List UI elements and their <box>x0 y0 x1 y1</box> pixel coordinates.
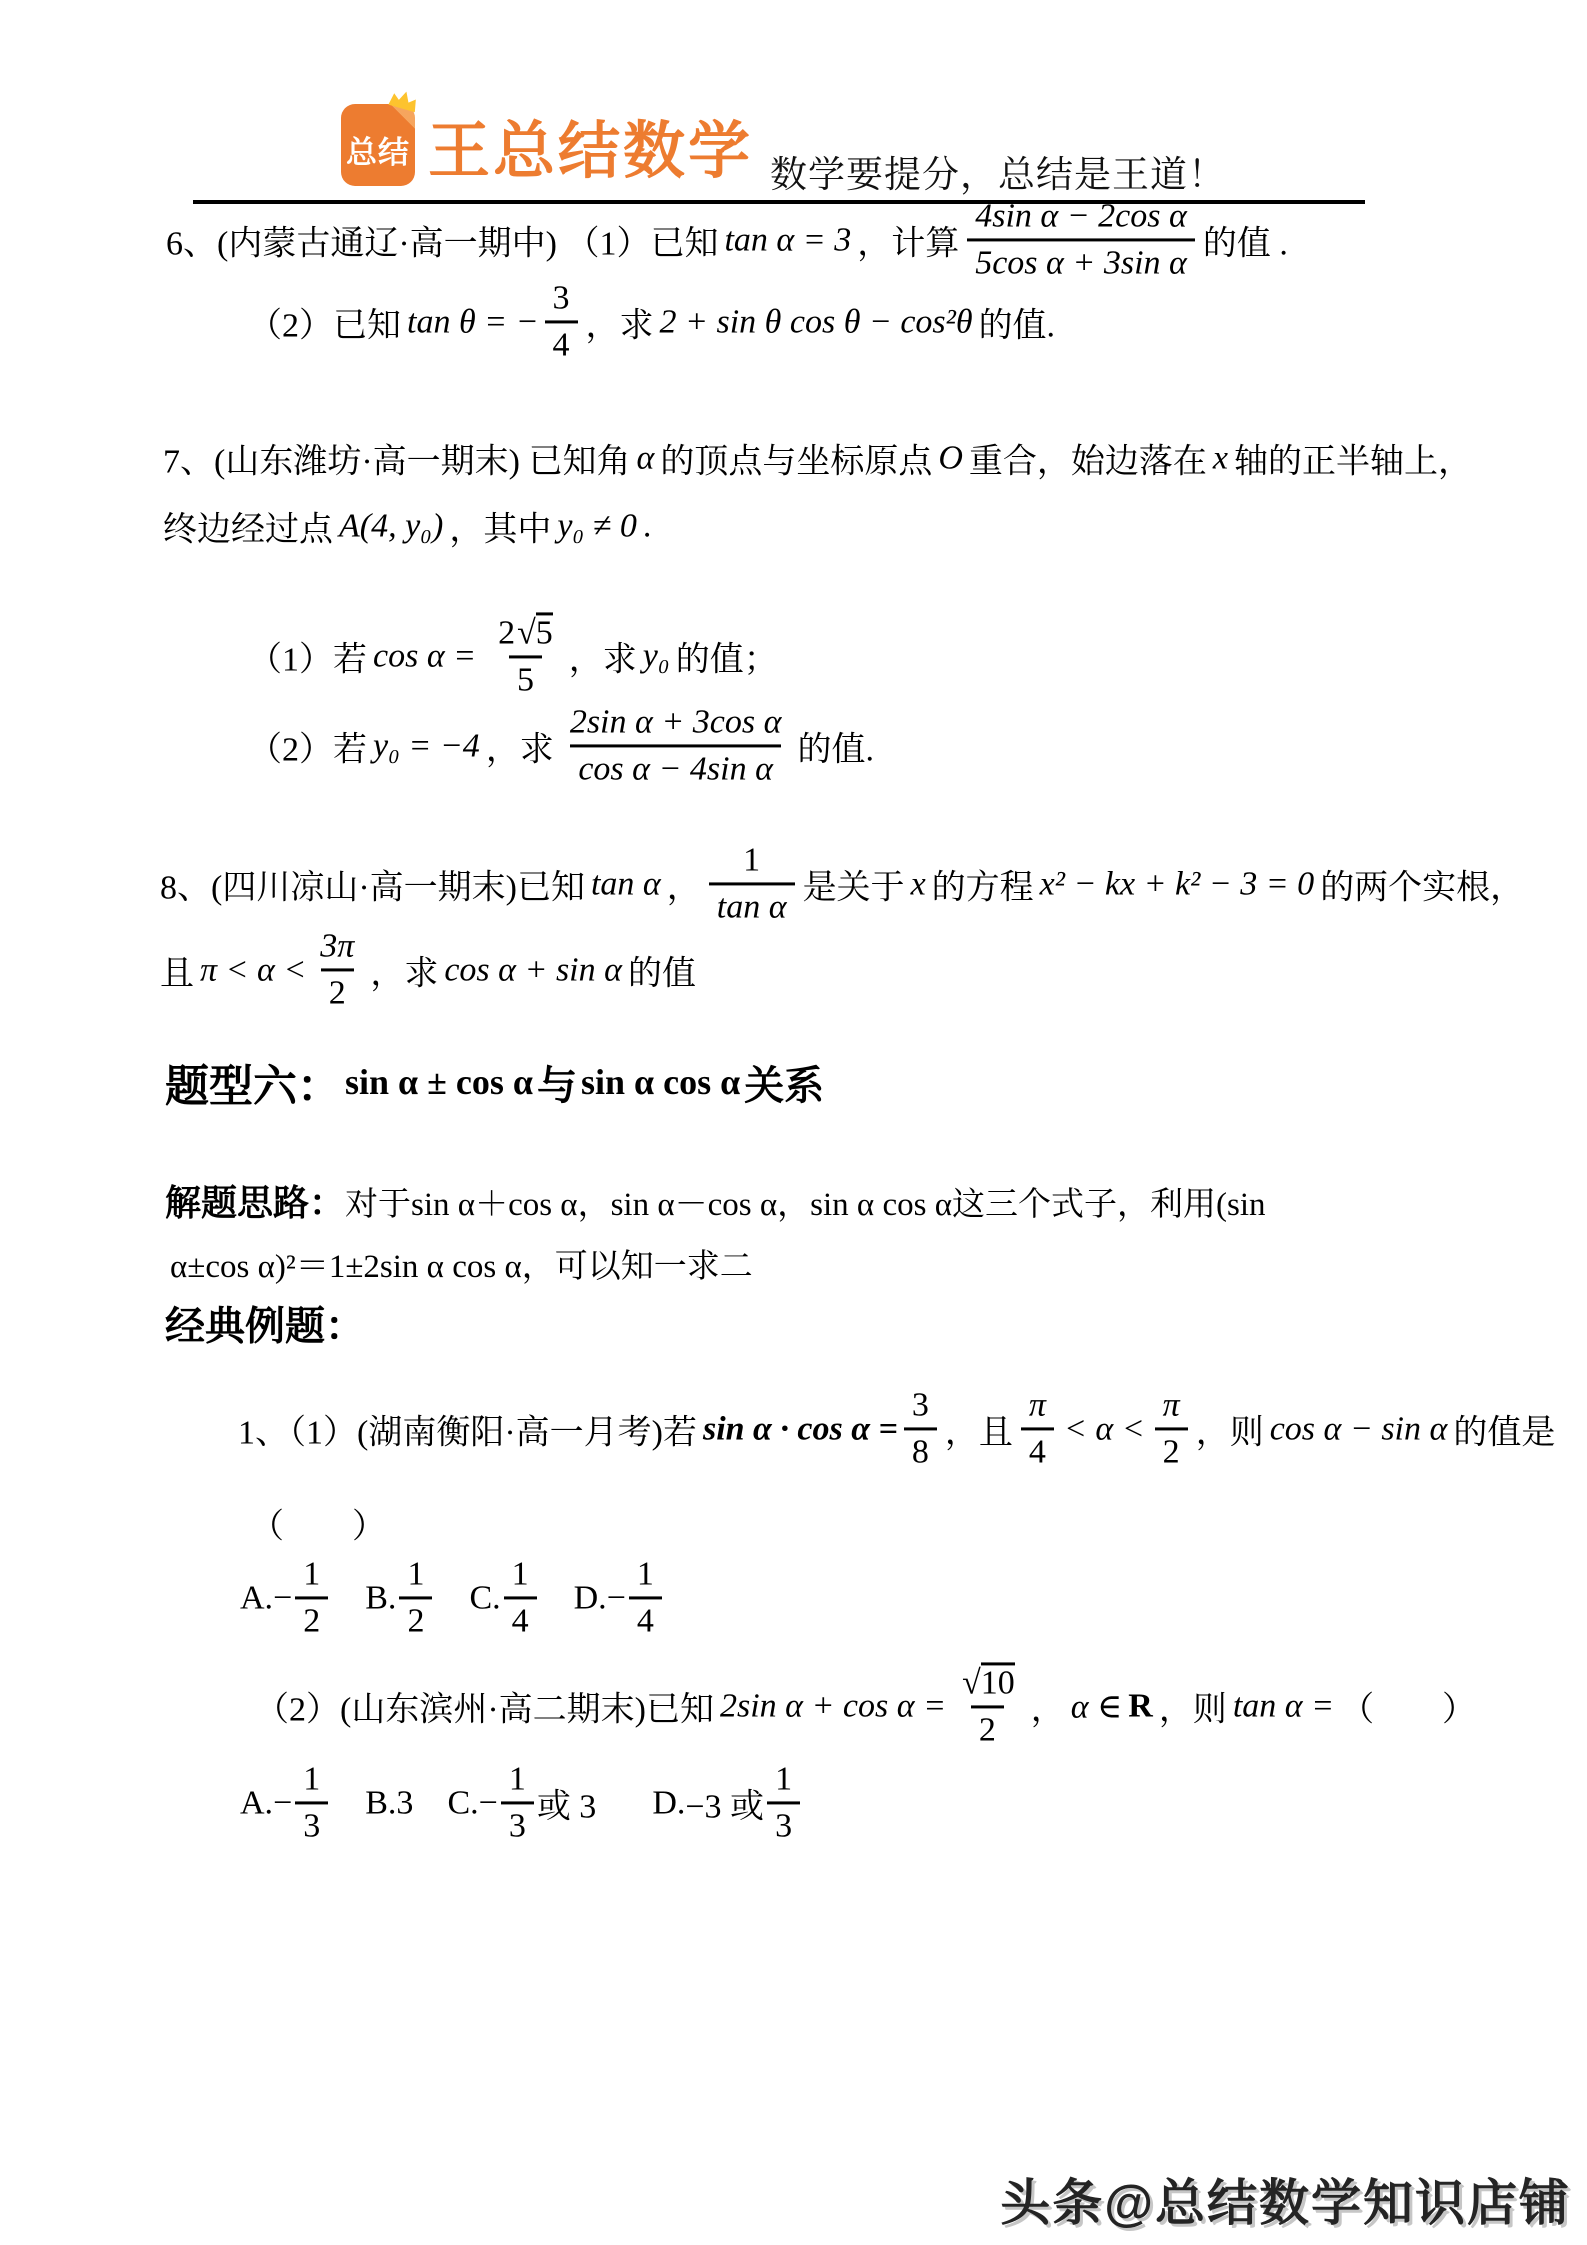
fraction <box>629 1555 662 1640</box>
problem-7-line-2 <box>163 502 651 551</box>
math-expr: y₀ ≠ 0 <box>557 507 637 544</box>
text-run: 的值 . <box>1202 225 1288 263</box>
fraction-denominator: 4 <box>1021 1428 1054 1472</box>
problem-7-part-1 <box>248 612 778 699</box>
fraction <box>562 703 790 788</box>
math-expr: sin α ± cos α <box>345 1062 533 1102</box>
math-expr: tan θ = − <box>407 303 539 340</box>
option-a <box>240 1760 331 1845</box>
fraction <box>501 1760 534 1845</box>
fraction <box>967 197 1195 282</box>
text-run: ，求 <box>585 307 654 345</box>
fraction <box>545 279 578 364</box>
text-run: 8、(四川凉山·高一期末)已知 <box>160 869 585 907</box>
coefficient: 2 <box>498 614 516 652</box>
text-run: （1）若 <box>248 641 367 679</box>
text-run: ，求 <box>568 641 637 679</box>
fraction-numerator: π <box>1028 1386 1046 1424</box>
text-run: 或 3 <box>536 1788 597 1826</box>
text-run: 轴的正半轴上， <box>1233 443 1472 481</box>
text-run: ，求 <box>370 955 439 993</box>
fraction-numerator: 3 <box>552 279 570 317</box>
fraction <box>1021 1386 1054 1471</box>
text-run: . <box>642 507 652 544</box>
fraction-denominator: cos α − 4sin α <box>570 745 781 789</box>
strategy-text-line-2: α±cos α)²＝1±2sin α cos α，可以知一求二 <box>170 1249 753 1285</box>
text-run: 是关于 <box>802 869 905 907</box>
text-run: ，且 <box>944 1414 1013 1452</box>
text-run: 的方程 <box>931 869 1034 907</box>
brand-logo-badge <box>341 104 415 186</box>
option-a <box>240 1555 331 1640</box>
example-2-options <box>240 1760 803 1845</box>
text-run: ，则 <box>1195 1414 1264 1452</box>
math-expr: cos α − sin α <box>1269 1410 1448 1447</box>
fraction-numerator: π <box>1162 1386 1180 1424</box>
text-run: ，求 <box>485 731 554 769</box>
watermark: 头条@总结数学知识店铺 <box>1000 2175 1571 2231</box>
math-expr-bold: sin α · cos α = <box>702 1410 898 1447</box>
minus-sign: − <box>273 1579 293 1616</box>
option-b <box>365 1555 435 1640</box>
fraction-numerator: 3π <box>320 927 355 965</box>
radical-icon: √ <box>517 614 536 652</box>
section-label: 题型六： <box>165 1062 341 1111</box>
example-2-line <box>255 1662 1476 1749</box>
math-expr: tan α = <box>1232 1687 1335 1724</box>
example-1-options <box>240 1555 665 1640</box>
minus-sign: − <box>273 1784 293 1821</box>
fraction-denominator: 5 <box>509 656 542 700</box>
text-run: 的顶点与坐标原点 <box>660 443 933 481</box>
option-c <box>469 1555 539 1640</box>
brand-badge-text: 总结 <box>346 134 410 170</box>
math-var-alpha: α <box>636 439 655 476</box>
option-label: C. <box>447 1784 479 1821</box>
text-run: 1、（1）(湖南衡阳·高一月考)若 <box>238 1414 697 1452</box>
fraction-numerator: 1 <box>303 1760 321 1798</box>
radical-icon: √ <box>962 1664 981 1702</box>
text-run: ， <box>1030 1691 1065 1729</box>
fraction-numerator: 1 <box>636 1555 654 1593</box>
fraction-numerator: 4sin α − 2cos α <box>975 197 1187 235</box>
fraction <box>1155 1386 1188 1471</box>
math-var-x: x <box>910 865 926 902</box>
text-run: 的两个实根， <box>1320 869 1525 907</box>
brand-title: 王总结数学 <box>428 117 754 186</box>
fraction-numerator: 3 <box>911 1386 929 1424</box>
text-run: 关系 <box>744 1062 825 1108</box>
text-run: 终边经过点 <box>163 511 333 549</box>
fraction-numerator: 1 <box>303 1555 321 1593</box>
text-run: 7、(山东潍坊·高一期末) 已知角 <box>163 443 631 481</box>
fraction <box>295 1760 328 1845</box>
text-run: （ ） <box>250 1508 386 1546</box>
text-run: −3 或 <box>685 1788 765 1826</box>
minus-sign: − <box>478 1784 498 1821</box>
fraction <box>504 1555 537 1640</box>
text-run: 重合，始边落在 <box>968 443 1207 481</box>
math-var-o: O <box>938 439 963 476</box>
fraction-denominator: 3 <box>295 1802 328 1846</box>
text-run: ， <box>666 869 701 907</box>
answer-parentheses <box>250 1499 386 1548</box>
problem-7-part-2 <box>248 703 874 788</box>
fraction-numerator: 1 <box>508 1760 526 1798</box>
text-run: 的值. <box>797 731 874 769</box>
option-label: B. <box>365 1579 397 1616</box>
problem-6-line-2 <box>248 279 1055 364</box>
option-d <box>574 1555 665 1640</box>
fraction <box>952 1662 1023 1749</box>
fraction-numerator <box>952 1662 1023 1705</box>
option-d <box>652 1760 803 1845</box>
option-label: A. <box>240 1784 274 1821</box>
fraction-denominator: 2 <box>321 969 354 1013</box>
example-1-line <box>238 1386 1555 1471</box>
option-label: D. <box>652 1784 686 1821</box>
fraction-denominator: 4 <box>504 1597 537 1641</box>
text-run: 的值 <box>627 955 696 993</box>
fraction-numerator <box>490 612 561 655</box>
math-expr: α ∈ <box>1070 1688 1123 1725</box>
math-expr: cos α = <box>373 637 477 674</box>
math-expr: < α < <box>1063 1410 1145 1447</box>
math-expr: sin α cos α <box>580 1062 741 1102</box>
fraction <box>767 1760 800 1845</box>
fraction <box>295 1555 328 1640</box>
problem-6-line-1 <box>166 197 1288 282</box>
option-label: C. <box>469 1579 501 1616</box>
fraction-denominator: 2 <box>399 1597 432 1641</box>
fraction <box>399 1555 432 1640</box>
fraction-denominator: 8 <box>904 1428 937 1472</box>
fraction-denominator: 5cos α + 3sin α <box>967 239 1195 283</box>
fraction-denominator: 3 <box>501 1802 534 1846</box>
text-run: 6、(内蒙古通辽·高一期中) （1）已知 <box>166 225 719 263</box>
text-run: ，则 <box>1158 1691 1227 1729</box>
fraction <box>709 841 795 926</box>
fraction-numerator: 1 <box>511 1555 529 1593</box>
option-label: A. <box>240 1579 274 1616</box>
fraction-numerator: 2sin α + 3cos α <box>569 703 782 741</box>
fraction-denominator: 2 <box>971 1706 1004 1750</box>
brand-tagline: 数学要提分，总结是王道！ <box>770 155 1226 196</box>
strategy-label: 解题思路： <box>165 1183 346 1223</box>
fraction-numerator: 1 <box>407 1555 425 1593</box>
text-run: （2）已知 <box>248 307 401 345</box>
problem-7-line-1 <box>163 434 1472 483</box>
option-label: D. <box>573 1579 607 1616</box>
fraction-denominator: 4 <box>545 321 578 365</box>
math-expr: π < α < <box>200 951 307 988</box>
classic-examples-heading: 经典例题： <box>165 1303 365 1349</box>
text-run: ，其中 <box>449 511 552 549</box>
fraction-denominator: 2 <box>1155 1428 1188 1472</box>
text-run: 且 <box>160 955 194 993</box>
option-label: B.3 <box>365 1784 414 1821</box>
section-title <box>165 1050 824 1114</box>
math-expr: tan α <box>590 865 661 902</box>
math-var-x: x <box>1212 439 1228 476</box>
math-expr: tan α = 3 <box>724 221 852 258</box>
minus-sign: − <box>606 1579 626 1616</box>
text-run: （ ） <box>1340 1691 1477 1729</box>
fraction <box>904 1386 937 1471</box>
math-expr: y₀ = −4 <box>373 727 480 764</box>
problem-8-line-1 <box>160 841 1524 926</box>
math-set-r: R <box>1128 1687 1153 1724</box>
strategy-text-line-1: 对于sin α＋cos α，sin α－cos α，sin α cos α这三个式子，利用(sin <box>345 1187 1266 1223</box>
radicand: 5 <box>535 614 553 652</box>
radicand: 10 <box>980 1664 1015 1702</box>
text-run: 的值； <box>675 641 778 679</box>
math-var-y0: y₀ <box>642 637 670 674</box>
strategy-paragraph <box>165 1172 1455 1298</box>
text-run: 与 <box>536 1062 577 1108</box>
fraction <box>312 927 362 1012</box>
problem-8-line-2 <box>160 927 696 1012</box>
fraction <box>490 612 561 699</box>
text-run: ，计算 <box>857 225 960 263</box>
fraction-numerator: 1 <box>743 841 761 879</box>
fraction-denominator: 2 <box>295 1597 328 1641</box>
fraction-denominator: 4 <box>629 1597 662 1641</box>
fraction-denominator: tan α <box>709 883 795 927</box>
option-b <box>365 1784 413 1822</box>
text-run: 的值是 <box>1453 1414 1556 1452</box>
text-run: （2）若 <box>248 731 367 769</box>
option-c <box>447 1760 596 1845</box>
math-expr: A(4, y₀) <box>339 507 444 544</box>
math-expr: cos α + sin α <box>444 951 622 988</box>
fraction-denominator: 3 <box>767 1802 800 1846</box>
math-expr: x² − kx + k² − 3 = 0 <box>1039 865 1315 902</box>
text-run: 的值. <box>978 307 1056 345</box>
math-expr: 2 + sin θ cos θ − cos²θ <box>659 303 973 340</box>
fraction-numerator: 1 <box>775 1760 793 1798</box>
math-expr: 2sin α + cos α = <box>719 1687 947 1724</box>
text-run: （2）(山东滨州·高二期末)已知 <box>255 1691 714 1729</box>
